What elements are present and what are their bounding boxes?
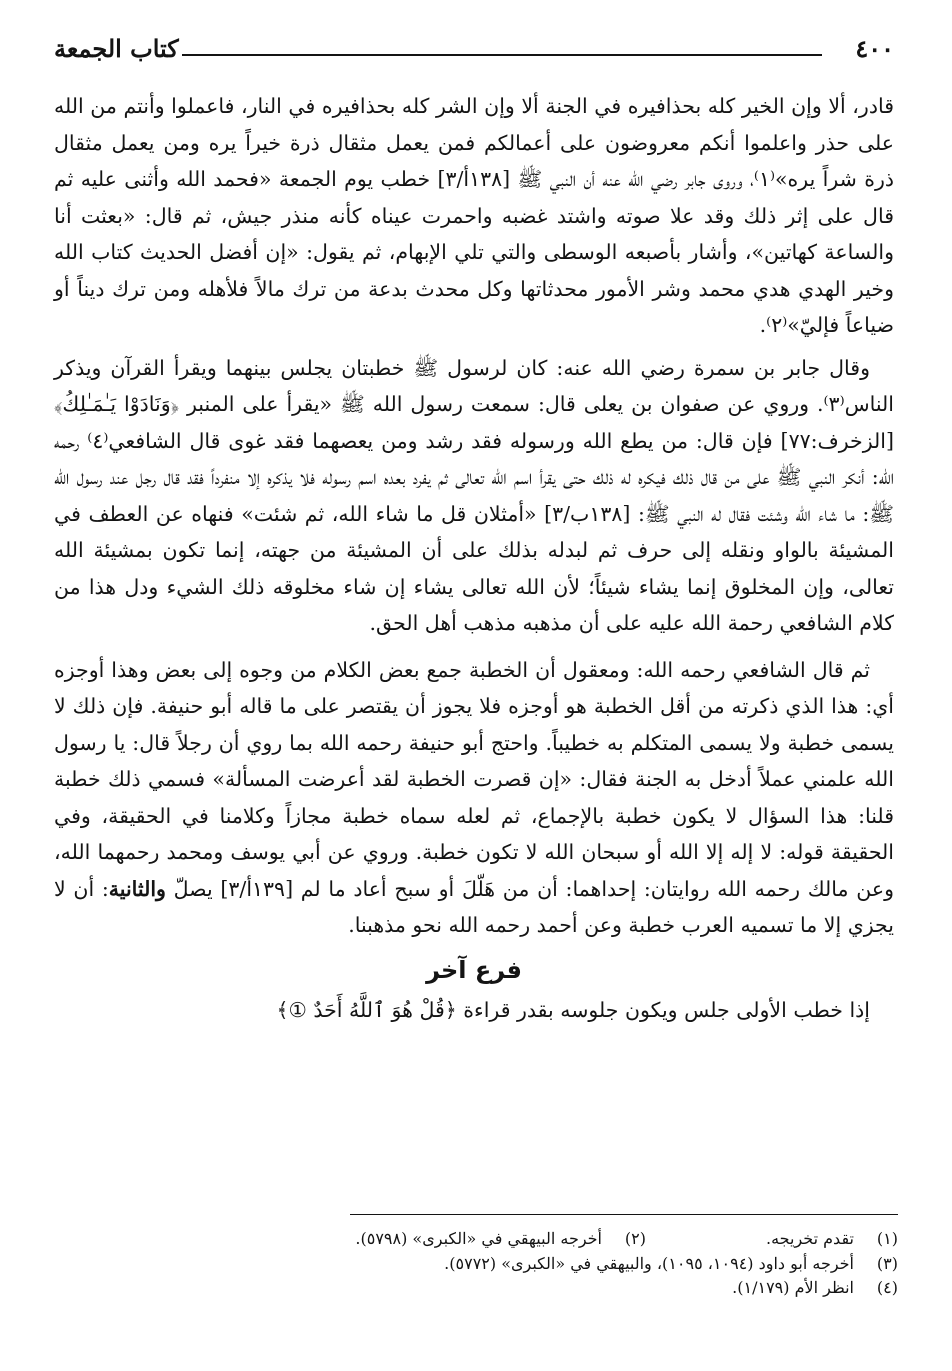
paragraph-3-end: : أن لا يجزي إلا ما تسميه العرب خطبة وعن أحمد رحمه الله نحو مذهبنا. bbox=[54, 876, 894, 937]
second-opinion-label: والثانية bbox=[108, 876, 166, 901]
footnote-text: تقدم تخريجه. bbox=[766, 1229, 854, 1248]
paragraph-3 bbox=[54, 652, 894, 944]
header-rule bbox=[182, 54, 822, 56]
running-header bbox=[54, 32, 894, 72]
book-page bbox=[54, 32, 894, 1028]
footnote-text: أخرجه أبو داود (١٠٩٤، ١٠٩٥)، والبيهقي في «الكبرى» (٥٧٧٢). bbox=[444, 1253, 854, 1273]
footnotes bbox=[338, 1227, 898, 1301]
footnote-row bbox=[338, 1252, 898, 1277]
footnote-number: (٢) bbox=[624, 1229, 646, 1248]
footnote-number: (٣) bbox=[876, 1253, 898, 1273]
footnote-row bbox=[338, 1227, 898, 1252]
footnote-row bbox=[338, 1276, 898, 1301]
book-title: كتاب الجمعة bbox=[54, 34, 179, 63]
footnote-text: أخرجه البيهقي في «الكبرى» (٥٧٩٨). bbox=[355, 1229, 602, 1248]
page-number: ٤٠٠ bbox=[855, 34, 894, 63]
section-heading: فرع آخر bbox=[426, 955, 522, 984]
paragraph-3-text: ثم قال الشافعي رحمه الله: ومعقول أن الخطبة جمع بعض الكلام من وجوه إلى بعض وهذا أوجزه أي: هذا الذي ذكرته من أقل الخطبة هو أوجزه فلا يجوز أن يقتصر على ما قاله أبو حنيفة. فإن ذلك لا يسمى خطبة ولا يسمى المتكلم به خطيباً. واحتج أبو حنيفة رحمه الله بما روي أن رجلاً قال: يا رسول الله علمني عملاً أدخل به الجنة فقال: «إن قصرت الخطبة لقد أعرضت المسألة» فسمي ذلك خطبة قلنا: هذا السؤال لا يكون خطبة بالإجماع، ثم لعله سماه خطبة مجازاً وكلامنا في الحقيقة، وفي الحقيقة قوله: لا إله إلا الله أو سبحان الله لا تكون خطبة. وروي عن أبي يوسف ومحمد رحمهما الله، وعن مالك رحمه الله روايتان: إحداهما: أن من هَلّلَ أو سبح أعاد ما لم [١٣٩أ/٣] bbox=[54, 657, 894, 901]
paragraph-3-part2: يصلّ bbox=[173, 876, 213, 901]
paragraph-4: إذا خطب الأولى جلس ويكون جلوسه بقدر قراءة ﴿قُلْ هُوَ ٱللَّهُ أَحَدٌ ①﴾ bbox=[276, 997, 870, 1022]
footnote-number: (١) bbox=[876, 1229, 898, 1248]
paragraph-2: وقال جابر بن سمرة رضي الله عنه: كان لرسول ﷺ خطبتان يجلس بينهما ويقرأ القرآن ويذكر الناس⁽٣⁾. وروي عن صفوان بن يعلى قال: سمعت رسول الله ﷺ «يقرأ على المنبر ﴿وَنَادَوْا يَـٰمَـٰلِكُ﴾ [الزخرف:٧٧] فإن قال: من يطع الله ورسوله فقد رشد ومن يعصهما فقد غوى قال الشافعي⁽٤⁾ رحمه الله: أنكر النبي ﷺ على من قال ذلك فيكره له ذلك حتى يقرأ اسم الله تعالى ثم يفرد بعده اسم رسوله فلا يذكره إلا منفرداً فقد قال رجل عند رسول الله ﷺ: ما شاء الله وشئت فقال له النبي ﷺ: [١٣٨ب/٣] «أمثلان قل ما شاء الله، ثم شئت» فنهاه عن العطف في المشيئة بالواو ونقله إلى حرف ثم لبدله بذلك على أن المشيئة من جهته، إنما تكون بمشيئة الله تعالى، وإن المخلوق إنما يشاء شيئاً؛ لأن الله تعالى يشاء إن شاء مخلوقه ذلك الشيء ودل هذا من كلام الشافعي رحمة الله عليه على أن مذهبه مذهب أهل الحق. bbox=[54, 355, 894, 635]
footnote-text: انظر الأم (١/١٧٩). bbox=[732, 1278, 854, 1297]
paragraph-1: قادر، ألا وإن الخير كله بحذافيره في الجنة ألا وإن الشر كله بحذافيره في النار، فاعملوا وأنتم من الله على حذر واعلموا أنكم معروضون على أعمالكم فمن يعمل مثقال ذرة خيراً يره ومن يعمل مثقال ذرة شراً يره»⁽١⁾، وروى جابر رضي الله عنه أن النبي ﷺ [١٣٨أ/٣] خطب يوم الجمعة «فحمد الله وأثنى عليه ثم قال على إثر ذلك وقد علا صوته واشتد غضبه واحمرت عيناه كأنه منذر جيش، ثم قال: «بعثت أنا والساعة كهاتين»، وأشار بأصبعه الوسطى والتي تلي الإبهام، ثم يقول: «إن أفضل الحديث كتاب الله وخير الهدي هدي محمد وشر الأمور محدثاتها وكل محدث بدعة من ترك مالاً فلأهله ومن ترك ديناً أو ضياعاً فإليّ»⁽٢⁾. bbox=[54, 94, 894, 337]
footnote-separator bbox=[350, 1214, 898, 1215]
footnote-number: (٤) bbox=[876, 1278, 898, 1297]
